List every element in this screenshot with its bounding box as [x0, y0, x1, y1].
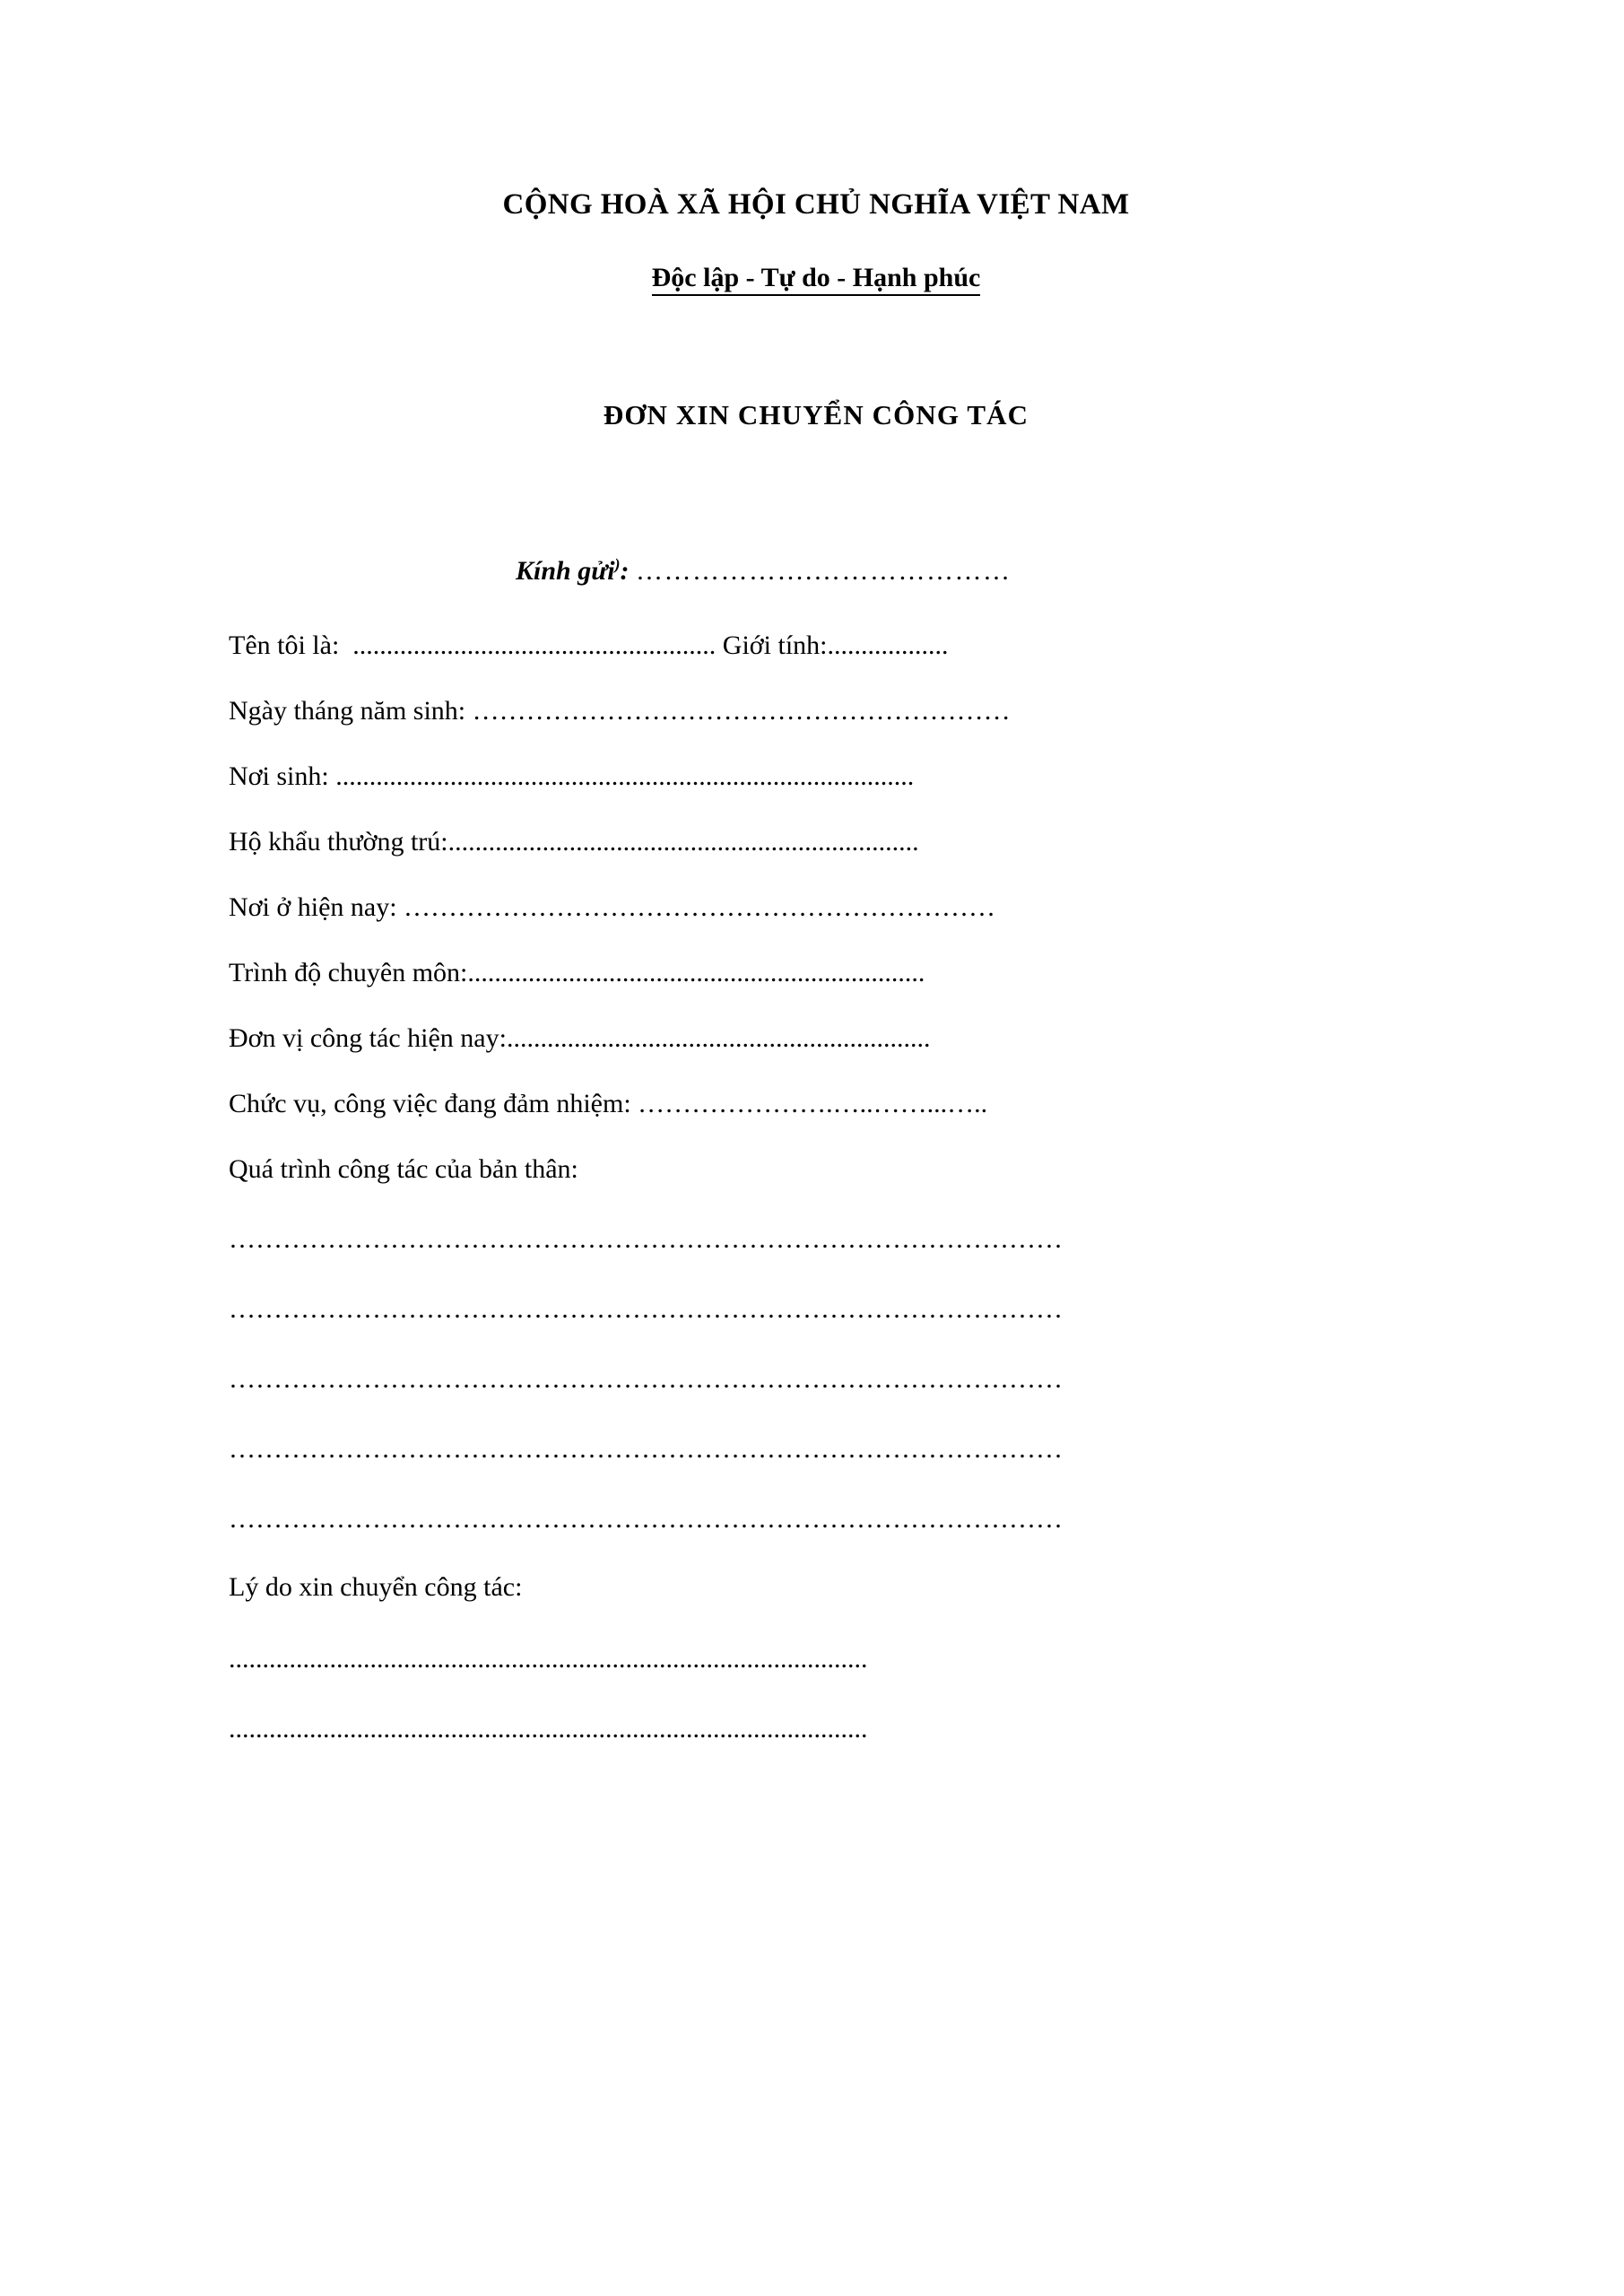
national-subtitle-text: Độc lập - Tự do - Hạnh phúc	[652, 263, 981, 296]
field-position: Chức vụ, công việc đang đảm nhiệm: ………………….…..……...…..	[229, 1089, 988, 1118]
field-permanent-residence: Hộ khẩu thường trú:......................................................................	[229, 827, 919, 857]
field-date-of-birth: Ngày tháng năm sinh: ……………………………………………………	[229, 696, 1011, 726]
document-content	[229, 0, 1403, 1743]
work-history-line: …………………………………………………………………………………	[229, 1294, 1063, 1324]
field-qualification: Trình độ chuyên môn:....................................................................	[229, 958, 925, 987]
recipient-dots: ……………….…………………	[636, 556, 1012, 586]
work-history-line: …………………………………………………………………………………	[229, 1224, 1063, 1254]
recipient-label: Kính gửi	[516, 556, 615, 586]
reason-line: ...............................................................................................	[229, 1644, 868, 1674]
national-subtitle	[229, 263, 1403, 293]
recipient-colon: :	[620, 556, 630, 586]
work-history-line: …………………………………………………………………………………	[229, 1364, 1063, 1394]
reason-line: ...............................................................................................	[229, 1714, 868, 1744]
field-current-address: Nơi ở hiện nay: …………………………………………………………	[229, 892, 996, 922]
field-current-workplace: Đơn vị công tác hiện nay:...............................................................	[229, 1023, 931, 1053]
field-reason-label: Lý do xin chuyển công tác:	[229, 1572, 523, 1602]
work-history-line: …………………………………………………………………………………	[229, 1504, 1063, 1534]
spacer	[229, 587, 1403, 594]
recipient-superscript: )	[614, 555, 621, 573]
field-full-name: Tên tôi là: ...................................................... Giới tính:..................	[229, 631, 949, 660]
field-work-history-label: Quá trình công tác của bản thân:	[229, 1154, 578, 1184]
recipient-line	[229, 555, 1403, 587]
national-title: CỘNG HOÀ XÃ HỘI CHỦ NGHĨA VIỆT NAM	[502, 188, 1130, 221]
work-history-line: …………………………………………………………………………………	[229, 1434, 1063, 1464]
field-place-of-birth: Nơi sinh: ......................................................................................	[229, 761, 915, 791]
document-title: ĐƠN XIN CHUYỂN CÔNG TÁC	[603, 399, 1029, 430]
